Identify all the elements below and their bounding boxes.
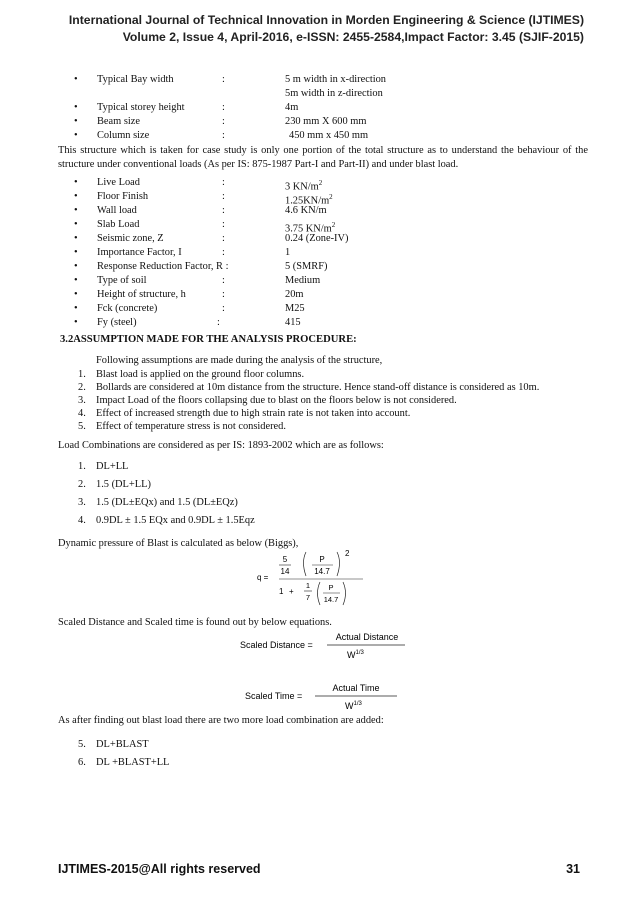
journal-header <box>69 12 584 46</box>
eq-lhs: Scaled Time = <box>245 691 303 701</box>
property-label: Beam size <box>97 116 140 127</box>
eq-denominator: $W^{1/3}$ <box>345 701 362 711</box>
item-number: 5. <box>78 421 86 432</box>
load-label: Seismic zone, Z <box>97 233 164 244</box>
eq-lhs: q = <box>257 573 269 582</box>
item-text: 1.5 (DL±EQx) and 1.5 (DL±EQz) <box>96 497 238 508</box>
load-value: 20m <box>285 289 304 300</box>
bullet: • <box>74 102 78 113</box>
bullet: • <box>74 317 78 328</box>
load-label: Fck (concrete) <box>97 303 158 314</box>
bullet: • <box>74 219 78 230</box>
eq-numerator: Actual Time <box>332 683 380 693</box>
colon: : <box>222 247 225 258</box>
eq-denominator: $W^{1/3}$ <box>347 650 364 660</box>
property-value: 5 m width in x-direction <box>285 74 387 85</box>
bullet: • <box>74 247 78 258</box>
item-text: 0.9DL ± 1.5 EQx and 0.9DL ± 1.5Eqz <box>96 515 255 526</box>
item-text: Bollards are considered at 10m distance from the structure. Hence stand-off distance is considered as 10m. <box>96 382 540 393</box>
eq-p-inner: P <box>328 583 334 592</box>
property-label: Typical storey height <box>97 102 185 113</box>
eq-p: P <box>319 555 325 564</box>
assumptions-intro: Following assumptions are made during the analysis of the structure, <box>96 355 383 366</box>
item-number: 2. <box>78 382 86 393</box>
dynamic-pressure-equation <box>245 548 375 612</box>
load-value: M25 <box>285 303 305 314</box>
item-text: DL +BLAST+LL <box>96 757 170 768</box>
eq-14-7-inner: 14.7 <box>323 595 339 604</box>
journal-volume-info: Volume 2, Issue 4, April-2016, e-ISSN: 2455-2584,Impact Factor: 3.45 (SJIF-2015) <box>122 30 584 44</box>
load-label: Slab Load <box>97 219 140 230</box>
item-number: 5. <box>78 739 86 750</box>
load-combinations-intro: Load Combinations are considered as per IS: 1893-2002 which are as follows: <box>58 440 384 451</box>
bullet: • <box>74 130 78 141</box>
colon: : <box>217 317 220 328</box>
item-number: 2. <box>78 479 86 490</box>
colon: : <box>222 102 225 113</box>
eq-14-7: 14.7 <box>314 567 330 576</box>
colon: : <box>222 205 225 216</box>
item-text: Blast load is applied on the ground floor columns. <box>96 369 305 380</box>
load-label: Importance Factor, I <box>97 247 182 258</box>
bullet: • <box>74 303 78 314</box>
eq-one-numerator: 1 <box>305 581 311 590</box>
item-number: 1. <box>78 369 86 380</box>
section-heading: 3.2ASSUMPTION MADE FOR THE ANALYSIS PROCEDURE: <box>60 334 357 345</box>
property-label: Column size <box>97 130 150 141</box>
property-value: 5m width in z-direction <box>285 88 383 99</box>
load-value: $1.25KN/m^2$ <box>285 193 333 207</box>
colon: : <box>222 303 225 314</box>
colon: : <box>222 275 225 286</box>
item-number: 6. <box>78 757 86 768</box>
colon: : <box>222 177 225 188</box>
item-text: DL+BLAST <box>96 739 149 750</box>
property-value: 230 mm X 600 mm <box>285 116 367 127</box>
item-number: 3. <box>78 395 86 406</box>
scaled-text: Scaled Distance and Scaled time is found out by below equations. <box>58 617 332 628</box>
colon: : <box>222 130 225 141</box>
item-number: 3. <box>78 497 86 508</box>
load-label: Height of structure, h <box>97 289 186 300</box>
bullet: • <box>74 116 78 127</box>
colon: : <box>222 289 225 300</box>
after-blast-text: As after finding out blast load there are two more load combination are added: <box>58 715 384 726</box>
load-label: Wall load <box>97 205 137 216</box>
eq-one: 1 <box>279 587 284 596</box>
colon: : <box>222 74 225 85</box>
item-number: 4. <box>78 515 86 526</box>
page-footer <box>58 862 580 876</box>
load-value: 3 $KN/m^2$ <box>285 179 323 193</box>
colon: : <box>222 233 225 244</box>
load-value: Medium <box>285 275 321 286</box>
load-label: Floor Finish <box>97 191 149 202</box>
bullet: • <box>74 233 78 244</box>
property-value: 450 mm x 450 mm <box>289 130 369 141</box>
load-value: 0.24 (Zone-IV) <box>285 233 349 244</box>
load-value: 4.6 KN/m <box>285 205 327 216</box>
scaled-time-equation <box>245 682 405 716</box>
load-value: 5 (SMRF) <box>285 261 328 272</box>
colon: : <box>222 191 225 202</box>
load-value: 415 <box>285 317 301 328</box>
eq-fourteen: 14 <box>280 567 290 576</box>
load-value: 1 <box>285 247 291 258</box>
dynamic-pressure-text: Dynamic pressure of Blast is calculated as below (Biggs), <box>58 538 299 549</box>
item-text: Impact Load of the floors collapsing due to blast on the floors below is not considered. <box>96 395 457 406</box>
bullet: • <box>74 74 78 85</box>
eq-lhs: Scaled Distance = <box>240 640 313 650</box>
load-label: Live Load <box>97 177 140 188</box>
eq-exponent: 2 <box>345 549 350 558</box>
case-study-paragraph: This structure which is taken for case study is only one portion of the total structure as to understand the behaviour of the structure under conventional loads (As per IS: 875-1987 Part-I and Part-II) and under blast load. <box>58 145 588 170</box>
bullet: • <box>74 205 78 216</box>
item-number: 4. <box>78 408 86 419</box>
property-value: 4m <box>285 102 299 113</box>
property-label: Typical Bay width <box>97 74 174 85</box>
bullet: • <box>74 191 78 202</box>
bullet: • <box>74 289 78 300</box>
bullet: • <box>74 177 78 188</box>
item-text: Effect of increased strength due to high strain rate is not taken into account. <box>96 408 411 419</box>
colon: : <box>222 219 225 230</box>
copyright-text: IJTIMES-2015@All rights reserved <box>58 862 261 876</box>
load-value: 3.75 $KN/m^2$ <box>285 221 336 235</box>
load-label: Fy (steel) <box>97 317 137 328</box>
eq-plus: + <box>289 587 294 596</box>
page-number: 31 <box>566 862 580 876</box>
bullet: • <box>74 261 78 272</box>
item-text: DL+LL <box>96 461 129 472</box>
item-text: Effect of temperature stress is not considered. <box>96 421 286 432</box>
item-number: 1. <box>78 461 86 472</box>
journal-title: International Journal of Technical Innovation in Morden Engineering & Science (IJTIMES) <box>68 13 584 27</box>
eq-numerator: Actual Distance <box>335 632 399 642</box>
colon: : <box>222 116 225 127</box>
eq-seven: 7 <box>305 593 311 602</box>
bullet: • <box>74 275 78 286</box>
item-text: 1.5 (DL+LL) <box>96 479 151 490</box>
eq-five: 5 <box>282 555 288 564</box>
load-label: Type of soil <box>97 275 147 286</box>
scaled-distance-equation <box>240 630 410 666</box>
load-label: Response Reduction Factor, R : <box>97 261 229 272</box>
